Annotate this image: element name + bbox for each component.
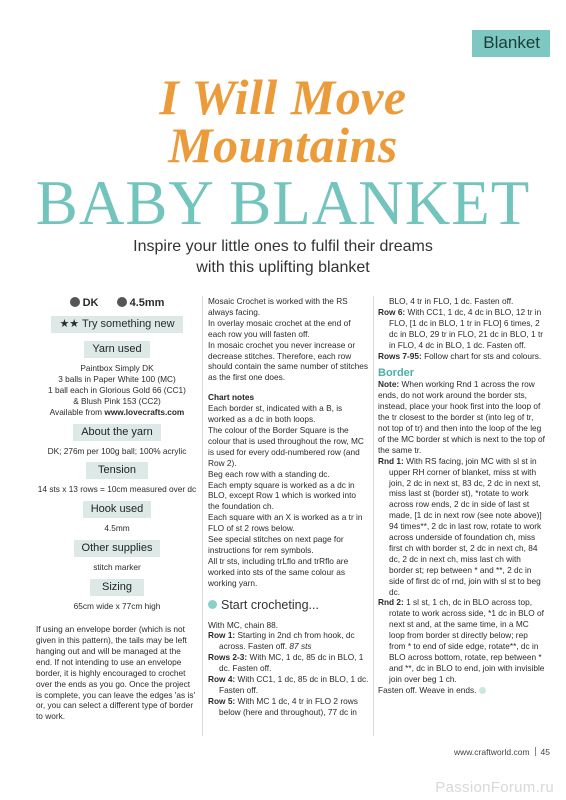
available-prefix: Available from	[49, 406, 105, 417]
available-line	[36, 407, 198, 418]
intro-line-1: Inspire your little ones to fulfil their dreams	[133, 238, 433, 255]
row-label: Row 5:	[208, 695, 236, 706]
row-label: Rows 7-95:	[378, 350, 422, 361]
stitch-count: 87 sts	[289, 641, 312, 652]
instruction: With MC, chain 88.	[208, 619, 279, 630]
title-line-1: I Will Move	[159, 69, 407, 125]
other-supplies-text: stitch marker	[93, 562, 141, 573]
footer-site: www.craftworld.com	[453, 747, 530, 757]
hook-used-heading: Hook used	[83, 501, 152, 518]
intro-text	[0, 236, 566, 278]
finishing-line	[378, 685, 546, 696]
row-text: Starting in 2nd ch from hook, dc across. Fasten off.	[219, 630, 355, 652]
round-instruction	[378, 597, 546, 684]
round-text: 1 sl st, 1 ch, dc in BLO across top, rotate to work across side, *1 dc in BLO of next st and, at the same time, in a MC loop from border st directly below; rep from * to end of side edge, rotate**, dc in BLO across bottom, rotate, rep between * and **, dc in BLO to end, join with invisible join over beg 1 ch.	[389, 597, 545, 684]
row-instruction	[208, 696, 369, 718]
row-text: With MC, 1 dc, 85 dc in BLO, 1 dc. Fasten off.	[219, 652, 364, 674]
column-divider	[373, 296, 374, 736]
yarn-used-heading: Yarn used	[84, 341, 149, 358]
row-label: Row 1:	[208, 630, 236, 641]
chart-note: Beg each row with a standing dc.	[208, 468, 330, 479]
round-instruction	[378, 456, 546, 598]
end-marker-icon	[479, 687, 486, 694]
paragraph: In overlay mosaic crochet at the end of each row you will fasten off.	[208, 317, 351, 339]
yarn-ball-icon	[208, 600, 217, 609]
yarn-used-text	[36, 363, 198, 418]
start-heading-text: Start crocheting...	[221, 597, 319, 612]
instructions-column-2	[208, 296, 369, 718]
about-yarn-heading: About the yarn	[73, 424, 161, 441]
row-label: Row 4:	[208, 674, 236, 685]
yarn-line: & Blush Pink 153 (CC2)	[73, 395, 161, 406]
paragraph: In mosaic crochet you never increase or decrease stitches. Therefore, each row should contain the same number of stitches as the first one does.	[208, 339, 369, 383]
intro-line-2: with this uplifting blanket	[196, 259, 370, 276]
note-label: Note:	[378, 379, 400, 390]
tension-heading: Tension	[86, 462, 148, 479]
page-number: 45	[540, 747, 550, 757]
yarn-ball-icon	[70, 297, 80, 307]
title-line-3: BABY BLANKET	[35, 168, 531, 238]
row-text: With CC1, 1 dc, 85 dc in BLO, 1 dc. Fasten off.	[219, 674, 369, 695]
row-label: Row 6:	[378, 306, 406, 317]
sizing-heading: Sizing	[90, 579, 144, 596]
row-instruction	[208, 674, 369, 696]
paragraph: Mosaic Crochet is worked with the RS always facing.	[208, 296, 348, 317]
page-footer	[454, 747, 550, 757]
yarn-weight: DK	[82, 297, 99, 309]
spec-column	[36, 296, 198, 722]
finishing-text: Fasten off. Weave in ends.	[378, 684, 477, 695]
row-continuation: BLO, 4 tr in FLO, 1 dc. Fasten off.	[389, 296, 514, 306]
spec-box	[36, 296, 198, 612]
start-crocheting-heading	[208, 598, 369, 613]
chart-note: All tr sts, including trLflo and trRflo are worked into sts of the same colour as working yarn.	[208, 555, 349, 588]
row-instruction	[378, 351, 546, 362]
chart-note: The colour of the Border Square is the colour that is used throughout the row, MC is used for every odd-numbered row (and Row 2).	[208, 424, 364, 468]
lovecrafts-link: www.lovecrafts.com	[104, 406, 185, 417]
hook-size: 4.5mm	[129, 297, 165, 309]
row-text: With MC 1 dc, 4 tr in FLO 2 rows below (here and throughout), 77 dc in	[219, 695, 358, 717]
row-text: With CC1, 1 dc, 4 dc in BLO, 12 tr in FLO, [1 dc in BLO, 1 tr in FLO] 6 times, 2 dc in BLO, 29 tr in FLO, 21 dc in BLO, 1 tr in FLO, 4 dc in BLO, 1 dc. Fasten off.	[389, 306, 544, 350]
instructions-column-3	[378, 296, 546, 696]
hook-icon	[117, 297, 127, 307]
weight-hook-row	[36, 296, 198, 310]
yarn-line: 1 ball each in Glorious Gold 66 (CC1)	[48, 384, 186, 395]
chart-note: Each border st, indicated with a B, is worked as a dc in both loops.	[208, 403, 343, 425]
row-instruction	[208, 630, 369, 652]
note-text: When working Rnd 1 across the row ends, do not work around the border sts, instead, place your hook first into the loop of the tr closest to the border st (into leg of tr, not top of tr) and then into the loop of the leg of the MC border st which is next to the top of the same tr.	[378, 379, 545, 455]
border-note	[378, 379, 546, 455]
row-text: Follow chart for sts and colours.	[421, 350, 542, 361]
round-label: Rnd 2:	[378, 597, 404, 608]
row-instruction	[208, 652, 369, 674]
round-text: With RS facing, join MC with sl st in upper RH corner of blanket, miss st with join, 2 dc in next st, 83 dc, 2 dc in next st, miss last st (border st), *rotate to work across row ends, 2 dc in side of last st made, [1 dc in next row (see note above)] 94 times**, 2 dc in last row, rotate to work across underside of foundation ch, miss first ch with border st, 2 dc in next ch, 84 dc, 2 dc in next ch, miss last ch with border st; rep between * and **, 2 dc in side of first dc of rnd, join with sl st to beg dc.	[389, 455, 542, 597]
other-supplies-heading: Other supplies	[74, 540, 161, 557]
chart-note: Each empty square is worked as a dc in BLO, except Row 1 which is worked into the foundation ch.	[208, 479, 357, 512]
chart-note: Each square with an X is worked as a tr in FLO of st 2 rows below.	[208, 512, 363, 534]
title-line-2: Mountains	[168, 117, 398, 173]
sizing-text: 65cm wide x 77cm high	[73, 601, 161, 612]
yarn-line: 3 balls in Paper White 100 (MC)	[58, 373, 176, 384]
watermark: PassionForum.ru	[435, 779, 554, 796]
tension-text: 14 sts x 13 rows = 10cm measured over dc	[37, 484, 197, 495]
column-divider	[202, 296, 203, 736]
footer-divider	[535, 747, 536, 756]
yarn-line: Paintbox Simply DK	[80, 363, 154, 373]
border-heading: Border	[378, 367, 415, 380]
chart-note: See special stitches on next page for instructions for rem symbols.	[208, 534, 344, 555]
skill-level: ★★ Try something new	[51, 316, 182, 333]
section-tag: Blanket	[472, 30, 550, 57]
chart-notes-heading: Chart notes	[208, 392, 255, 403]
row-label: Rows 2-3:	[208, 652, 248, 663]
row-instruction	[378, 307, 546, 351]
hook-used-text: 4.5mm	[104, 523, 130, 534]
border-note: If using an envelope border (which is not given in this pattern), the tails may be left hanging out and will be managed at the end. If not intending to use an envelope border, it is highly encouraged to crochet over the ends as you go. Once the project is complete, you can leave the edges 'as is' or, you can select a different type of border to work.	[36, 624, 196, 722]
about-yarn-text: DK; 276m per 100g ball; 100% acrylic	[47, 445, 187, 456]
round-label: Rnd 1:	[378, 455, 404, 466]
